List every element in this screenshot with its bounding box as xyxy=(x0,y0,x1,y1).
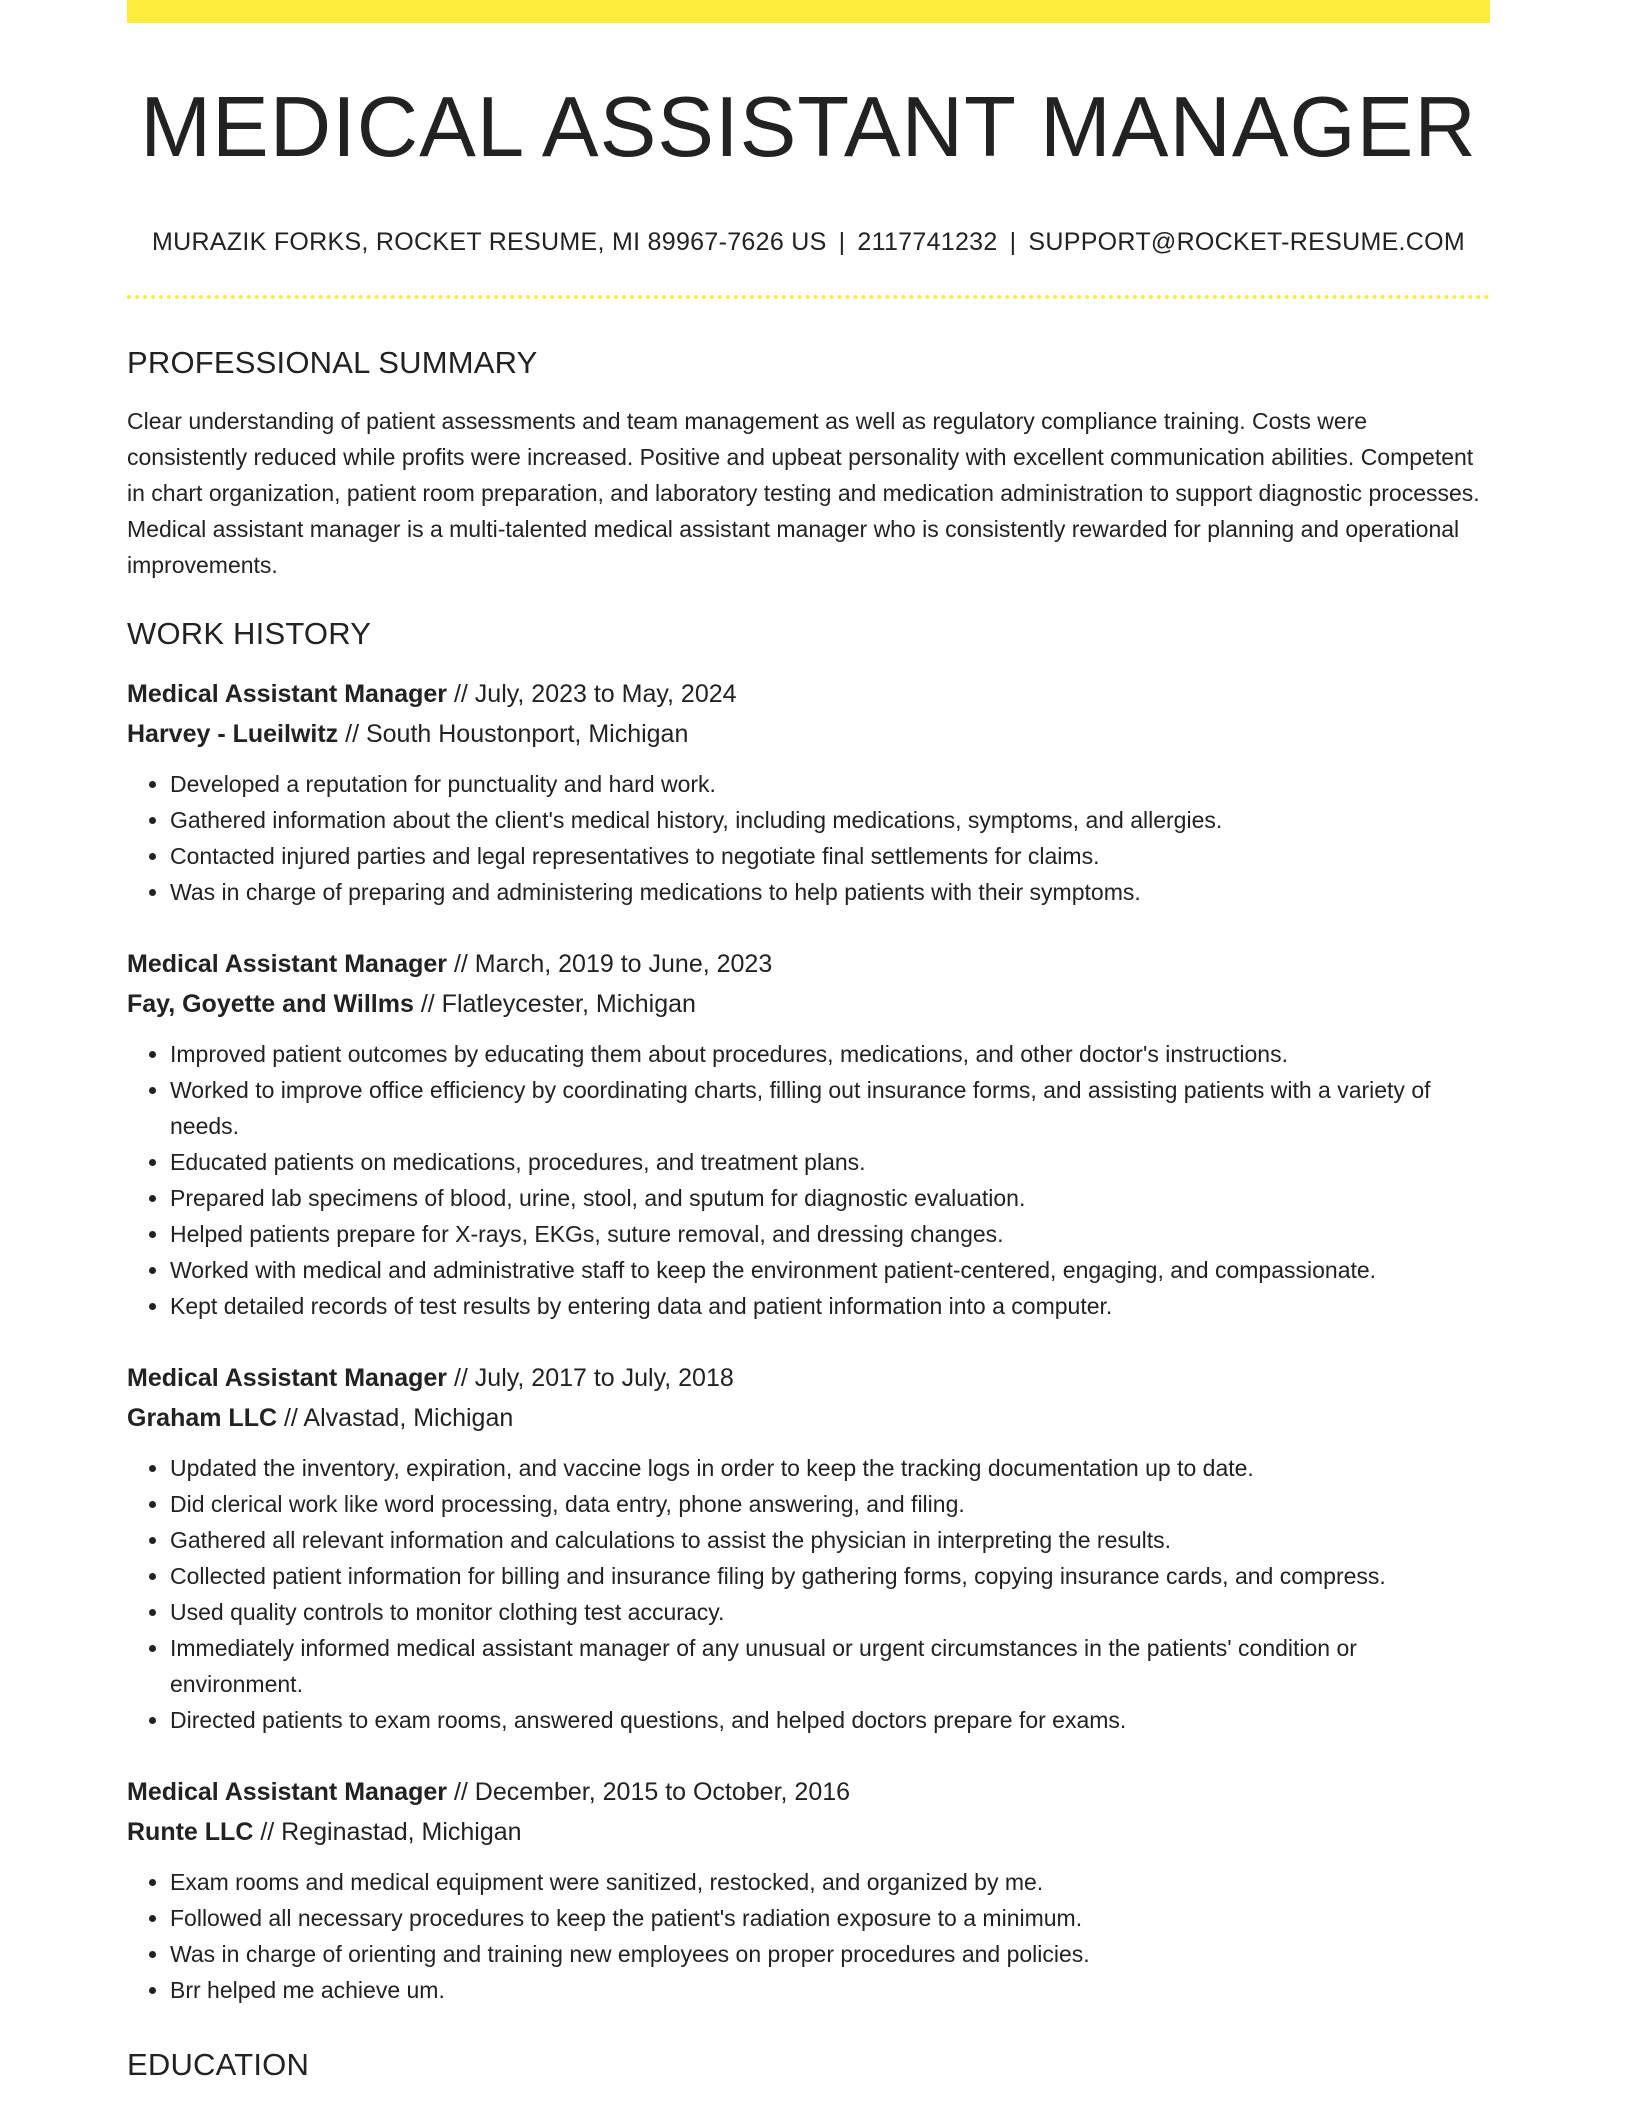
summary-heading: PROFESSIONAL SUMMARY xyxy=(127,344,538,380)
job-bullet: • Did clerical work like word processing, data entry, phone answering, and filing. xyxy=(170,1486,1490,1522)
job-bullet: • Worked with medical and administrative staff to keep the environment patient-centered, engaging, and compassionate. xyxy=(170,1252,1490,1288)
job-role: Medical Assistant Manager xyxy=(127,949,448,978)
job-title-line xyxy=(127,674,1490,714)
job-entry xyxy=(127,944,1490,1324)
job-bullet: • Collected patient information for billing and insurance filing by gathering forms, copying insurance cards, and compress. xyxy=(170,1558,1490,1594)
job-bullet: • Gathered all relevant information and calculations to assist the physician in interpreting the results. xyxy=(170,1522,1490,1558)
job-bullet: • Used quality controls to monitor clothing test accuracy. xyxy=(170,1594,1490,1630)
job-entry xyxy=(127,674,1490,910)
job-location: // Reginastad, Michigan xyxy=(253,1817,522,1846)
job-bullet: • Followed all necessary procedures to keep the patient's radiation exposure to a minimum. xyxy=(170,1900,1490,1936)
job-company: Harvey - Lueilwitz xyxy=(127,719,339,748)
resume-page xyxy=(127,0,1490,2083)
job-bullet: • Immediately informed medical assistant manager of any unusual or urgent circumstances in the patients' condition or environment. xyxy=(170,1630,1490,1702)
job-company-line xyxy=(127,1398,1490,1438)
job-entry xyxy=(127,1358,1490,1738)
job-location: // South Houstonport, Michigan xyxy=(338,719,689,748)
job-bullet: • Was in charge of preparing and administering medications to help patients with their symptoms. xyxy=(170,874,1490,910)
job-entry xyxy=(127,1772,1490,2008)
job-role: Medical Assistant Manager xyxy=(127,1363,448,1392)
job-company-line xyxy=(127,714,1490,754)
job-company: Fay, Goyette and Willms xyxy=(127,989,414,1018)
job-bullet: • Gathered information about the client's medical history, including medications, symptoms, and allergies. xyxy=(170,802,1490,838)
job-bullet: • Kept detailed records of test results by entering data and patient information into a computer. xyxy=(170,1288,1490,1324)
job-bullet: • Exam rooms and medical equipment were sanitized, restocked, and organized by me. xyxy=(170,1864,1490,1900)
contact-line xyxy=(127,227,1490,257)
contact-email: SUPPORT@ROCKET-RESUME.COM xyxy=(1028,227,1466,256)
job-bullet: • Developed a reputation for punctuality and hard work. xyxy=(170,766,1490,802)
job-bullet-list xyxy=(127,1450,1490,1738)
job-bullet: • Directed patients to exam rooms, answered questions, and helped doctors prepare for exams. xyxy=(170,1702,1490,1738)
job-bullet: • Prepared lab specimens of blood, urine, stool, and sputum for diagnostic evaluation. xyxy=(170,1180,1490,1216)
job-company: Runte LLC xyxy=(127,1817,254,1846)
job-company-line xyxy=(127,984,1490,1024)
work-history-list xyxy=(127,674,1490,2008)
job-bullet-list xyxy=(127,1864,1490,2008)
header-divider xyxy=(127,295,1490,299)
contact-separator: | xyxy=(1009,227,1017,256)
job-dates: // July, 2017 to July, 2018 xyxy=(447,1363,734,1392)
job-location: // Flatleycester, Michigan xyxy=(413,989,696,1018)
job-bullet-list xyxy=(127,766,1490,910)
job-dates: // December, 2015 to October, 2016 xyxy=(447,1777,851,1806)
contact-address: MURAZIK FORKS, ROCKET RESUME, MI 89967-7626 US xyxy=(151,227,827,256)
job-company-line xyxy=(127,1812,1490,1852)
job-bullet: • Brr helped me achieve um. xyxy=(170,1972,1490,2008)
job-location: // Alvastad, Michigan xyxy=(277,1403,514,1432)
job-role: Medical Assistant Manager xyxy=(127,1777,448,1806)
resume-name: MEDICAL ASSISTANT MANAGER xyxy=(140,80,1477,175)
job-bullet: • Worked to improve office efficiency by coordinating charts, filling out insurance forms, and assisting patients with a variety of needs. xyxy=(170,1072,1490,1144)
job-title-line xyxy=(127,1358,1490,1398)
job-dates: // July, 2023 to May, 2024 xyxy=(447,679,737,708)
contact-separator: | xyxy=(838,227,846,256)
job-bullet: • Updated the inventory, expiration, and vaccine logs in order to keep the tracking documentation up to date. xyxy=(170,1450,1490,1486)
job-role: Medical Assistant Manager xyxy=(127,679,448,708)
job-bullet: • Improved patient outcomes by educating them about procedures, medications, and other doctor's instructions. xyxy=(170,1036,1490,1072)
job-title-line xyxy=(127,944,1490,984)
job-bullet: • Educated patients on medications, procedures, and treatment plans. xyxy=(170,1144,1490,1180)
job-bullet: • Helped patients prepare for X-rays, EKGs, suture removal, and dressing changes. xyxy=(170,1216,1490,1252)
job-bullet: • Contacted injured parties and legal representatives to negotiate final settlements for claims. xyxy=(170,838,1490,874)
job-dates: // March, 2019 to June, 2023 xyxy=(447,949,773,978)
job-title-line xyxy=(127,1772,1490,1812)
top-accent-bar xyxy=(127,0,1490,23)
job-bullet-list xyxy=(127,1036,1490,1324)
job-bullet: • Was in charge of orienting and training new employees on proper procedures and policies. xyxy=(170,1936,1490,1972)
summary-text: Clear understanding of patient assessments and team management as well as regulatory compliance training. Costs were consistently reduced while profits were increased. Positive and upbeat personality with excellent communication abilities. Competent in chart organization, patient room preparation, and laboratory testing and medication administration to support diagnostic processes. Medical assistant manager is a multi-talented medical assistant manager who is consistently rewarded for planning and operational improvements. xyxy=(127,407,1480,578)
education-heading: EDUCATION xyxy=(127,2046,310,2082)
job-company: Graham LLC xyxy=(127,1403,278,1432)
work-history-heading: WORK HISTORY xyxy=(127,615,372,651)
contact-phone: 2117741232 xyxy=(857,227,998,256)
